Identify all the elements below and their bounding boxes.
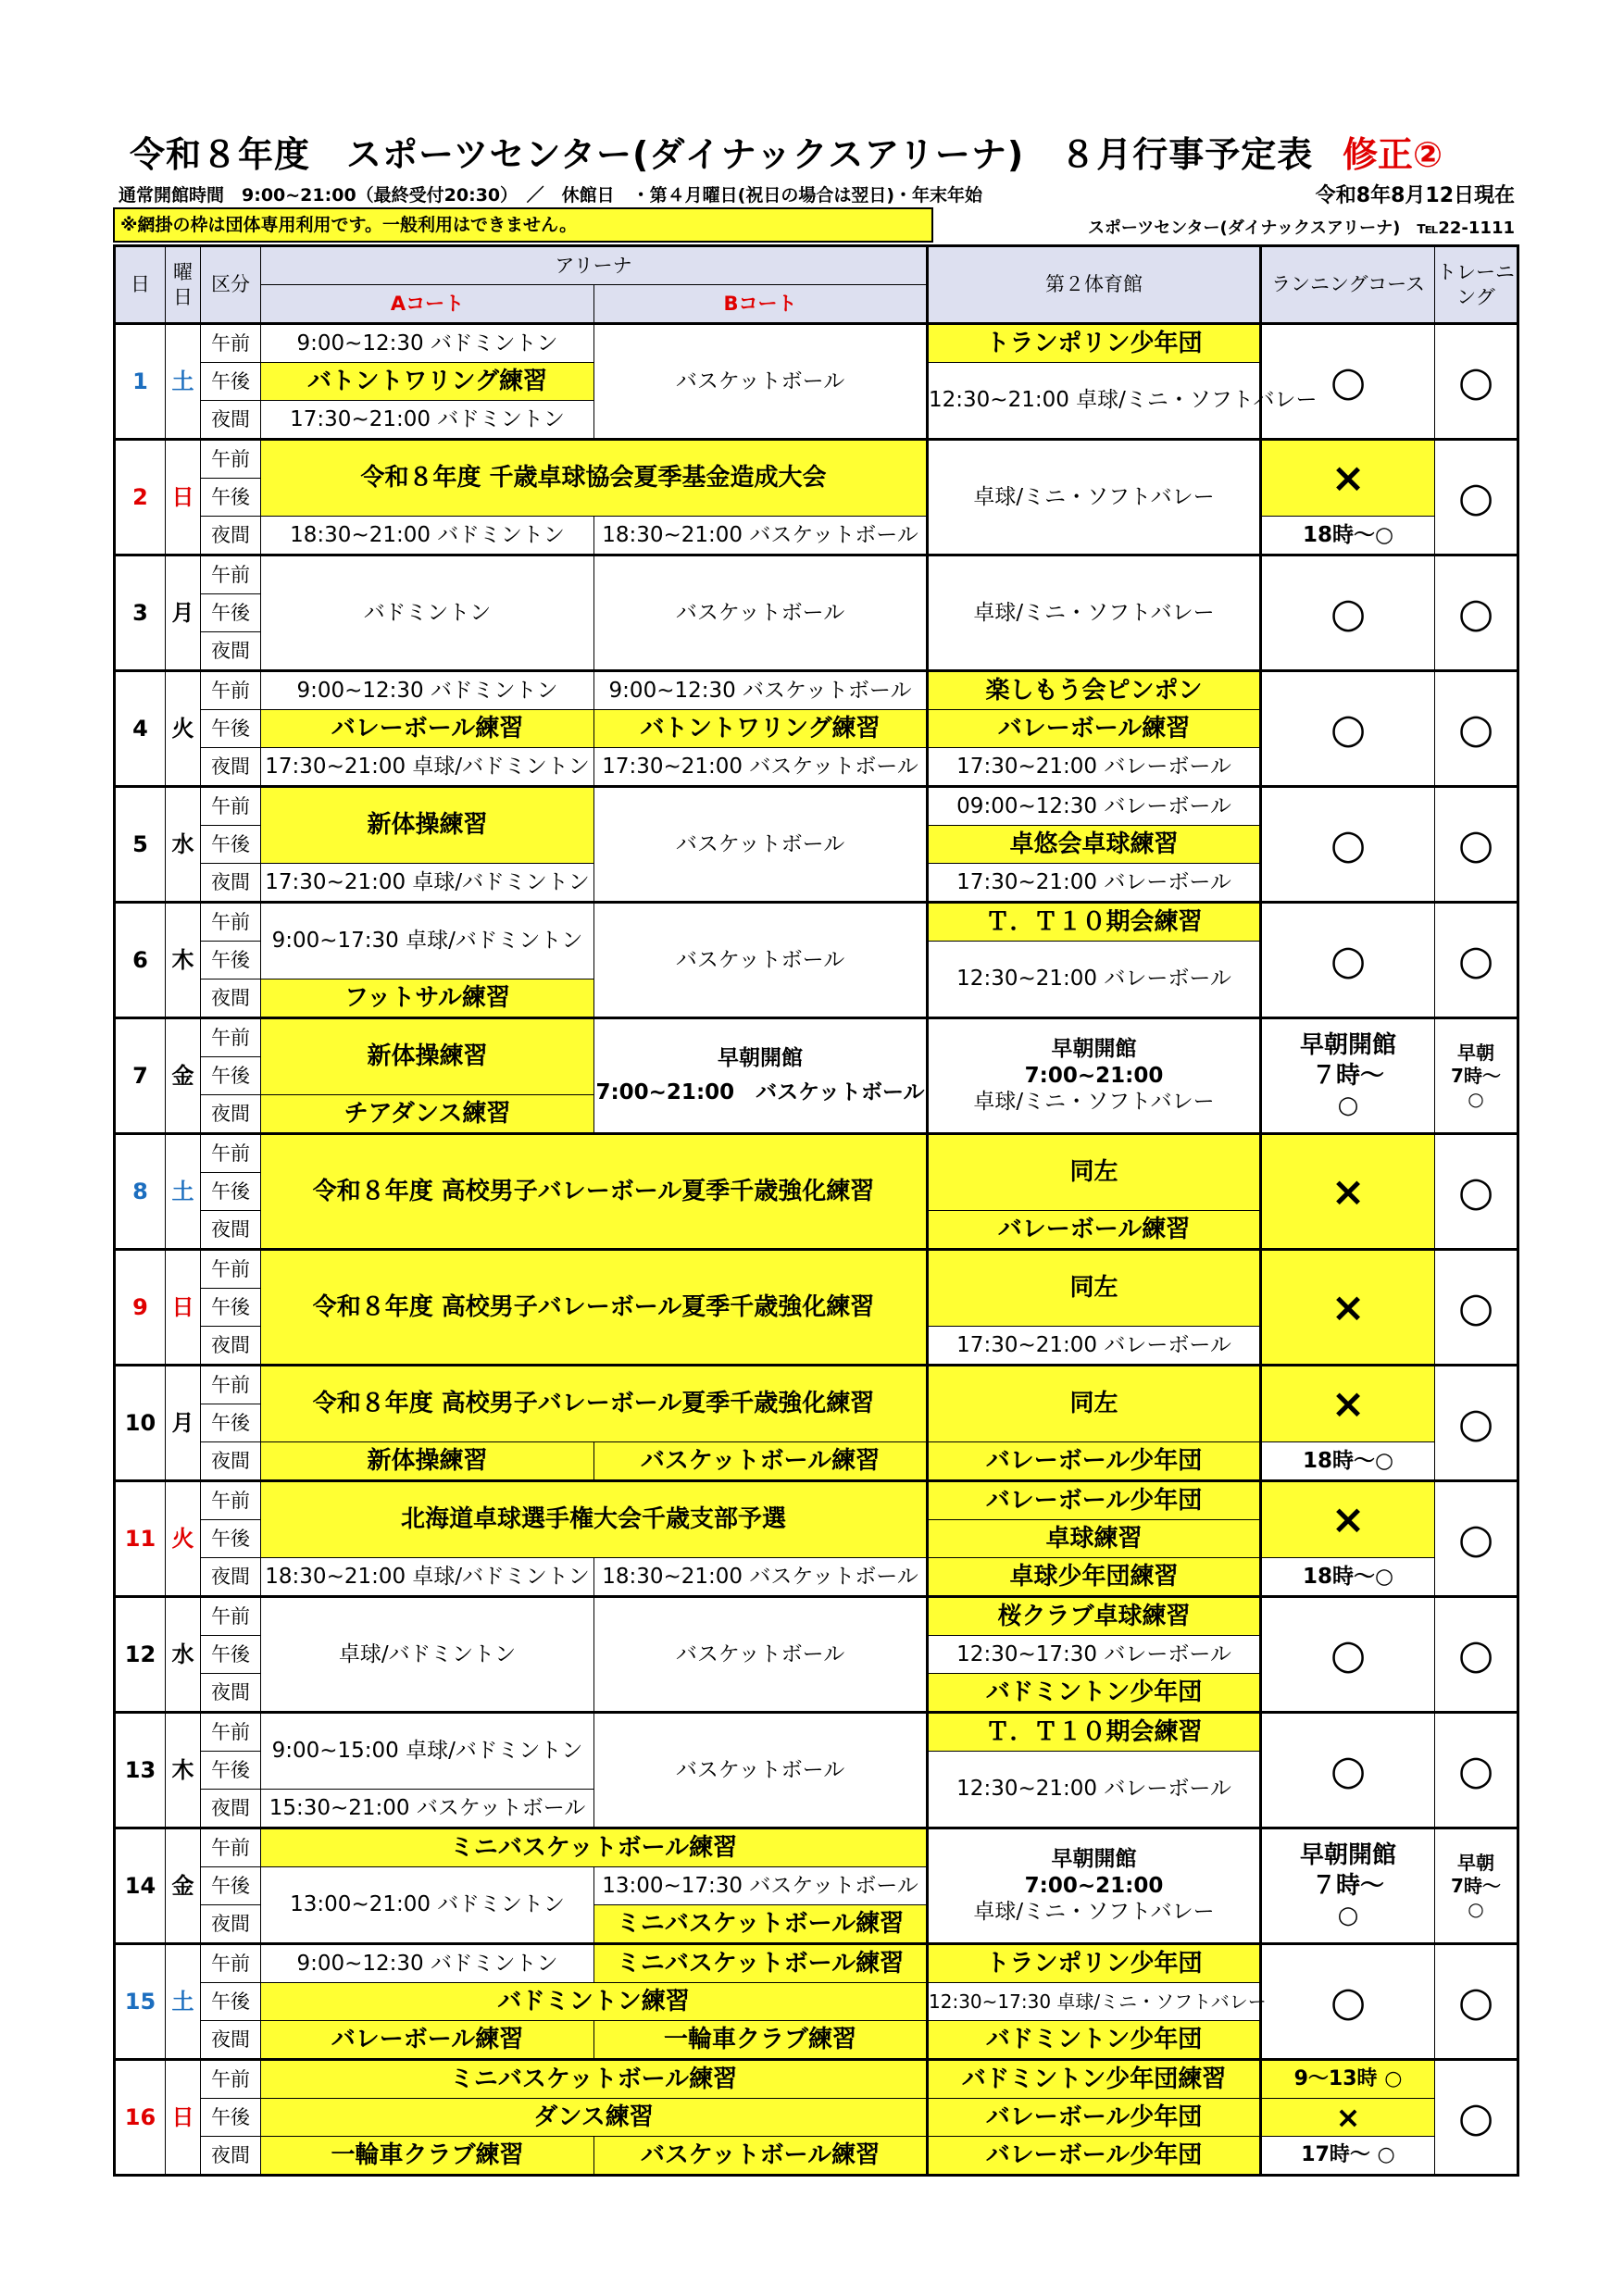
day-number: 11	[115, 1481, 166, 1597]
cell: 18:30~21:00 バドミントン	[261, 517, 594, 555]
day-of-week: 日	[166, 1250, 201, 1366]
cell: 桜クラブ卓球練習	[928, 1597, 1261, 1636]
training-status: ○	[1435, 324, 1518, 440]
period-pm: 午後	[201, 1867, 261, 1905]
col-arena: アリーナ	[261, 246, 928, 285]
cell: 9:00~12:30 バドミントン	[261, 1944, 594, 1983]
running-status: ○	[1261, 555, 1435, 671]
period-night: 夜間	[201, 1674, 261, 1713]
training-status: ○	[1435, 1713, 1518, 1828]
cell: 新体操練習	[261, 1442, 594, 1481]
period-night: 夜間	[201, 1905, 261, 1944]
training-status	[1435, 1828, 1518, 1944]
cell: 卓球少年団練習	[928, 1558, 1261, 1597]
period-pm: 午後	[201, 363, 261, 401]
early-open-time: 7時～	[1451, 1064, 1501, 1087]
training-status: ○	[1435, 671, 1518, 787]
period-pm: 午後	[201, 942, 261, 980]
cell: バスケットボール	[594, 555, 928, 671]
running-status: 18時～○	[1261, 1442, 1435, 1481]
period-am: 午前	[201, 1134, 261, 1173]
cell-early-open	[594, 1018, 928, 1134]
training-status: ○	[1435, 1134, 1518, 1250]
period-am: 午前	[201, 440, 261, 479]
day-number: 5	[115, 787, 166, 903]
cell: バスケットボール	[594, 787, 928, 903]
cell: 12:30~21:00 卓球/ミニ・ソフトバレー	[928, 363, 1261, 440]
cell: ミニバスケットボール練習	[261, 1828, 928, 1867]
day-number: 4	[115, 671, 166, 787]
day-of-week: 木	[166, 1713, 201, 1828]
cell: 同左	[928, 1250, 1261, 1327]
ok-mark: ○	[1337, 1092, 1359, 1120]
period-night: 夜間	[201, 2021, 261, 2060]
period-am: 午前	[201, 671, 261, 710]
running-status: ○	[1261, 787, 1435, 903]
day-of-week: 水	[166, 1597, 201, 1713]
training-status: ○	[1435, 903, 1518, 1018]
period-pm: 午後	[201, 1173, 261, 1211]
running-status: ×	[1261, 2099, 1435, 2137]
day-of-week: 月	[166, 555, 201, 671]
early-open-detail: 7:00~21:00 バスケットボール	[595, 1080, 925, 1104]
cell: 新体操練習	[261, 787, 594, 864]
running-status: ×	[1261, 1366, 1435, 1442]
period-pm: 午後	[201, 1289, 261, 1327]
day-number: 7	[115, 1018, 166, 1134]
running-status: ○	[1261, 1597, 1435, 1713]
early-open-label: 早朝開館	[1300, 1031, 1397, 1060]
day-number: 12	[115, 1597, 166, 1713]
training-status: ○	[1435, 1250, 1518, 1366]
running-status: ○	[1261, 671, 1435, 787]
cell: 一輪車クラブ練習	[261, 2137, 594, 2176]
period-night: 夜間	[201, 980, 261, 1018]
period-pm: 午後	[201, 1520, 261, 1558]
cell: Ｔ．Ｔ１０期会練習	[928, 1713, 1261, 1752]
day-of-week: 土	[166, 1944, 201, 2060]
cell: 17:30~21:00 卓球/バドミントン	[261, 864, 594, 903]
training-status: ○	[1435, 2060, 1518, 2176]
day-number: 14	[115, 1828, 166, 1944]
cell: バスケットボール練習	[594, 1442, 928, 1481]
early-open-label: 早朝開館	[1300, 1841, 1397, 1870]
cell: 17:30~21:00 バレーボール	[928, 1327, 1261, 1366]
running-status: 17時～ ○	[1261, 2137, 1435, 2176]
ok-mark: ○	[1468, 1087, 1484, 1110]
early-open-time: 7:00~21:00	[1024, 1063, 1164, 1088]
col-dow: 曜日	[166, 246, 201, 324]
cell: 卓球練習	[928, 1520, 1261, 1558]
running-status: ×	[1261, 1250, 1435, 1366]
cell: 13:00~17:30 バスケットボール	[594, 1867, 928, 1905]
period-am: 午前	[201, 1828, 261, 1867]
cell: 12:30~17:30 卓球/ミニ・ソフトバレー	[928, 1983, 1261, 2021]
day-of-week: 月	[166, 1366, 201, 1481]
cell: トランポリン少年団	[928, 324, 1261, 363]
cell: 17:30~21:00 卓球/バドミントン	[261, 748, 594, 787]
training-status: ○	[1435, 1366, 1518, 1481]
training-status	[1435, 1018, 1518, 1134]
running-status: ×	[1261, 1481, 1435, 1558]
period-pm: 午後	[201, 1636, 261, 1674]
cell: トランポリン少年団	[928, 1944, 1261, 1983]
day-number: 3	[115, 555, 166, 671]
period-night: 夜間	[201, 1211, 261, 1250]
cell: フットサル練習	[261, 980, 594, 1018]
cell: バトントワリング練習	[261, 363, 594, 401]
day-of-week: 土	[166, 1134, 201, 1250]
period-pm: 午後	[201, 1057, 261, 1095]
period-pm: 午後	[201, 1404, 261, 1442]
day-of-week: 火	[166, 1481, 201, 1597]
day-number: 6	[115, 903, 166, 1018]
running-status: 18時～○	[1261, 1558, 1435, 1597]
cell: ミニバスケットボール練習	[594, 1944, 928, 1983]
cell: 18:30~21:00 卓球/バドミントン	[261, 1558, 594, 1597]
cell-early-open	[928, 1828, 1261, 1944]
day-of-week: 金	[166, 1018, 201, 1134]
col-gym2: 第２体育館	[928, 246, 1261, 324]
training-status: ○	[1435, 1944, 1518, 2060]
early-open-time: ７時～	[1312, 1061, 1385, 1090]
col-period: 区分	[201, 246, 261, 324]
ok-mark: ○	[1468, 1897, 1484, 1920]
early-open-time: ７時～	[1312, 1871, 1385, 1900]
col-training: トレーニング	[1435, 246, 1518, 324]
running-status: 9～13時 ○	[1261, 2060, 1435, 2099]
cell: 同左	[928, 1134, 1261, 1211]
period-night: 夜間	[201, 1327, 261, 1366]
cell: バレーボール少年団	[928, 2137, 1261, 2176]
cell: バレーボール少年団	[928, 2099, 1261, 2137]
day-of-week: 日	[166, 440, 201, 555]
cell: ミニバスケットボール練習	[261, 2060, 928, 2099]
cell: チアダンス練習	[261, 1095, 594, 1134]
cell: 9:00~17:30 卓球/バドミントン	[261, 903, 594, 980]
cell: 卓悠会卓球練習	[928, 826, 1261, 864]
cell: 12:30~17:30 バレーボール	[928, 1636, 1261, 1674]
period-pm: 午後	[201, 826, 261, 864]
cell: 令和８年度 高校男子バレーボール夏季千歳強化練習	[261, 1250, 928, 1366]
period-night: 夜間	[201, 1558, 261, 1597]
early-open-detail: 卓球/ミニ・ソフトバレー	[973, 1900, 1215, 1925]
page-title: 令和８年度 スポーツセンター(ダイナックスアリーナ) ８月行事予定表	[130, 134, 1314, 175]
running-status: 18時～○	[1261, 517, 1435, 555]
period-am: 午前	[201, 1481, 261, 1520]
early-open-time: 7:00~21:00	[1024, 1873, 1164, 1898]
cell: 12:30~21:00 バレーボール	[928, 942, 1261, 1018]
cell-early-open	[928, 1018, 1261, 1134]
cell: 17:30~21:00 バスケットボール	[594, 748, 928, 787]
running-status: ○	[1261, 1713, 1435, 1828]
opening-hours: 通常開館時間 9:00~21:00（最終受付20:30） ／ 休館日 ・第４月曜日(祝日の場合は翌日)・年末年始	[119, 185, 983, 206]
period-night: 夜間	[201, 1442, 261, 1481]
cell: 同左	[928, 1366, 1261, 1442]
early-open-label: 早朝開館	[1051, 1846, 1137, 1871]
training-status: ○	[1435, 1481, 1518, 1597]
cell: バレーボール練習	[261, 710, 594, 748]
period-am: 午前	[201, 324, 261, 363]
cell: バドミントン少年団	[928, 2021, 1261, 2060]
cell: バスケットボール	[594, 1713, 928, 1828]
col-court-a: Aコート	[261, 285, 594, 324]
shading-note: ※網掛の枠は団体専用利用です。一般利用はできません。	[113, 207, 933, 243]
cell: バドミントン練習	[261, 1983, 928, 2021]
cell: バレーボール少年団	[928, 1481, 1261, 1520]
cell: 新体操練習	[261, 1018, 594, 1095]
period-am: 午前	[201, 1597, 261, 1636]
cell: 18:30~21:00 バスケットボール	[594, 517, 928, 555]
early-open-detail: 卓球/ミニ・ソフトバレー	[973, 1090, 1215, 1115]
period-am: 午前	[201, 1018, 261, 1057]
day-of-week: 日	[166, 2060, 201, 2176]
day-number: 8	[115, 1134, 166, 1250]
day-of-week: 土	[166, 324, 201, 440]
early-open-label: 早朝開館	[718, 1046, 803, 1071]
day-of-week: 水	[166, 787, 201, 903]
day-number: 16	[115, 2060, 166, 2176]
day-number: 9	[115, 1250, 166, 1366]
running-status	[1261, 1018, 1435, 1134]
cell: バドミントン少年団練習	[928, 2060, 1261, 2099]
ok-mark: ○	[1337, 1902, 1359, 1930]
period-night: 夜間	[201, 748, 261, 787]
period-am: 午前	[201, 555, 261, 594]
training-status: ○	[1435, 440, 1518, 555]
col-running: ランニングコース	[1261, 246, 1435, 324]
period-pm: 午後	[201, 594, 261, 632]
contact-info: スポーツセンター(ダイナックスアリーナ) ℡22-1111	[1087, 218, 1515, 238]
running-status: ×	[1261, 1134, 1435, 1250]
day-number: 2	[115, 440, 166, 555]
period-night: 夜間	[201, 632, 261, 671]
schedule-table	[113, 244, 1519, 2177]
cell: ダンス練習	[261, 2099, 928, 2137]
cell: バドミントン少年団	[928, 1674, 1261, 1713]
period-pm: 午後	[201, 2099, 261, 2137]
cell: Ｔ．Ｔ１０期会練習	[928, 903, 1261, 942]
cell: 9:00~15:00 卓球/バドミントン	[261, 1713, 594, 1790]
period-night: 夜間	[201, 1095, 261, 1134]
cell: 09:00~12:30 バレーボール	[928, 787, 1261, 826]
revision-label: 修正②	[1343, 134, 1443, 175]
period-am: 午前	[201, 1250, 261, 1289]
cell: 卓球/バドミントン	[261, 1597, 594, 1713]
running-status	[1261, 1828, 1435, 1944]
period-night: 夜間	[201, 517, 261, 555]
cell: 9:00~12:30 バドミントン	[261, 324, 594, 363]
cell: 9:00~12:30 バスケットボール	[594, 671, 928, 710]
cell: バレーボール練習	[928, 1211, 1261, 1250]
cell: 北海道卓球選手権大会千歳支部予選	[261, 1481, 928, 1558]
cell: バドミントン	[261, 555, 594, 671]
period-am: 午前	[201, 1713, 261, 1752]
col-court-b: Bコート	[594, 285, 928, 324]
period-night: 夜間	[201, 401, 261, 440]
cell: 13:00~21:00 バドミントン	[261, 1867, 594, 1944]
training-status: ○	[1435, 787, 1518, 903]
running-status: ○	[1261, 1944, 1435, 2060]
cell: バスケットボール練習	[594, 2137, 928, 2176]
period-pm: 午後	[201, 710, 261, 748]
training-status: ○	[1435, 555, 1518, 671]
cell: 一輪車クラブ練習	[594, 2021, 928, 2060]
period-am: 午前	[201, 903, 261, 942]
cell: 楽しもう会ピンポン	[928, 671, 1261, 710]
period-am: 午前	[201, 1366, 261, 1404]
early-open-label: 早朝	[1457, 1041, 1495, 1064]
day-of-week: 金	[166, 1828, 201, 1944]
cell: 17:30~21:00 バレーボール	[928, 864, 1261, 903]
period-am: 午前	[201, 2060, 261, 2099]
period-pm: 午後	[201, 479, 261, 517]
period-night: 夜間	[201, 2137, 261, 2176]
early-open-time: 7時～	[1451, 1874, 1501, 1897]
training-status: ○	[1435, 1597, 1518, 1713]
cell: バスケットボール	[594, 324, 928, 440]
cell: 17:30~21:00 バレーボール	[928, 748, 1261, 787]
col-day: 日	[115, 246, 166, 324]
as-of-date: 令和8年8月12日現在	[1315, 184, 1515, 207]
period-am: 午前	[201, 1944, 261, 1983]
cell: バレーボール練習	[928, 710, 1261, 748]
cell: バレーボール練習	[261, 2021, 594, 2060]
cell: バスケットボール	[594, 903, 928, 1018]
day-of-week: 木	[166, 903, 201, 1018]
running-status: ○	[1261, 324, 1435, 440]
cell: 令和８年度 高校男子バレーボール夏季千歳強化練習	[261, 1134, 928, 1250]
cell: 令和８年度 千歳卓球協会夏季基金造成大会	[261, 440, 928, 517]
cell: 17:30~21:00 バドミントン	[261, 401, 594, 440]
running-status: ○	[1261, 903, 1435, 1018]
cell: 18:30~21:00 バスケットボール	[594, 1558, 928, 1597]
cell: バスケットボール	[594, 1597, 928, 1713]
cell: 15:30~21:00 バスケットボール	[261, 1790, 594, 1828]
cell: 9:00~12:30 バドミントン	[261, 671, 594, 710]
running-status: ×	[1261, 440, 1435, 517]
early-open-label: 早朝	[1457, 1851, 1495, 1874]
cell: 12:30~21:00 バレーボール	[928, 1752, 1261, 1828]
early-open-label: 早朝開館	[1051, 1036, 1137, 1061]
cell: バトントワリング練習	[594, 710, 928, 748]
day-number: 10	[115, 1366, 166, 1481]
cell: バレーボール少年団	[928, 1442, 1261, 1481]
cell: 令和８年度 高校男子バレーボール夏季千歳強化練習	[261, 1366, 928, 1442]
day-number: 1	[115, 324, 166, 440]
day-number: 13	[115, 1713, 166, 1828]
day-number: 15	[115, 1944, 166, 2060]
period-am: 午前	[201, 787, 261, 826]
period-pm: 午後	[201, 1752, 261, 1790]
period-night: 夜間	[201, 1790, 261, 1828]
day-of-week: 火	[166, 671, 201, 787]
cell: 卓球/ミニ・ソフトバレー	[928, 555, 1261, 671]
cell: 卓球/ミニ・ソフトバレー	[928, 440, 1261, 555]
period-night: 夜間	[201, 864, 261, 903]
period-pm: 午後	[201, 1983, 261, 2021]
cell: ミニバスケットボール練習	[594, 1905, 928, 1944]
